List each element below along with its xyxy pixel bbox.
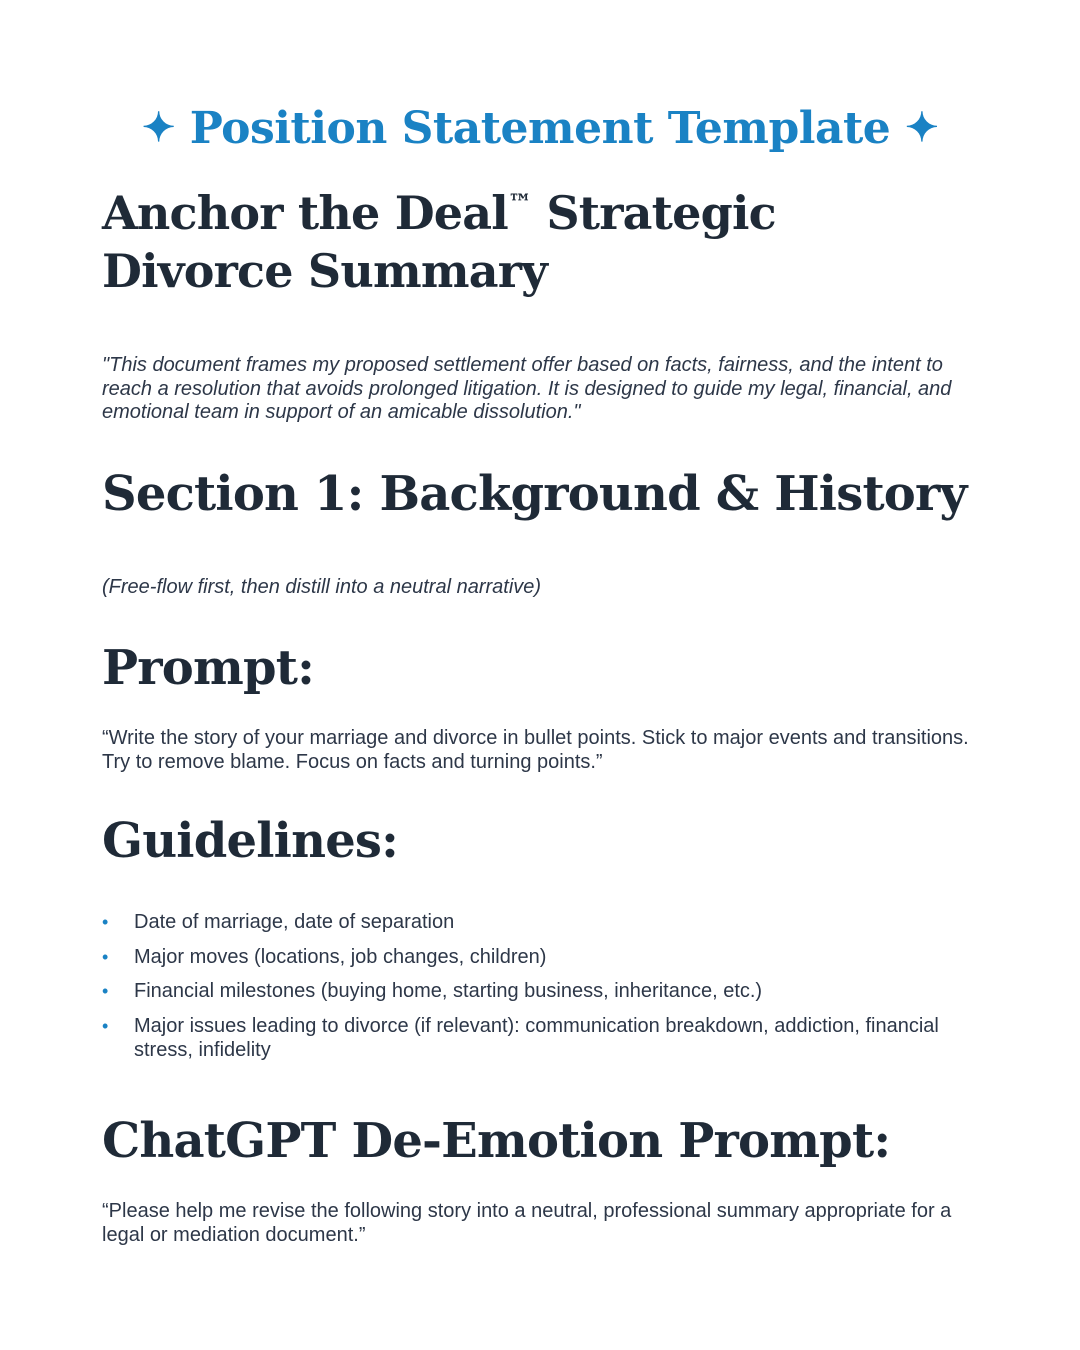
bullet-icon: • bbox=[102, 946, 109, 967]
bullet-icon: • bbox=[102, 981, 109, 1001]
list-item bbox=[102, 1014, 978, 1062]
chatgpt-heading: ChatGPT De-Emotion Prompt: bbox=[102, 1113, 891, 1169]
bullet-icon: • bbox=[102, 1015, 109, 1036]
prompt-text: “Write the story of your marriage and divorce in bullet points. Stick to major events and transitions. Try to remove blame. Focus on facts and turning points.” bbox=[102, 727, 969, 773]
eyebrow-label: Position Statement Template bbox=[189, 103, 891, 154]
list-item-text: Date of marriage, date of separation bbox=[134, 911, 455, 933]
guidelines-list bbox=[102, 910, 978, 1072]
intro-quote: "This document frames my proposed settlement offer based on facts, fairness, and the intent to reach a resolution that avoids prolonged litigation. It is designed to guide my legal, financial, and emotional team in support of an amicable dissolution." bbox=[102, 354, 952, 423]
sparkle-icon: ✦ bbox=[905, 104, 939, 151]
chatgpt-prompt-text: “Please help me revise the following story into a neutral, professional summary appropriate for a legal or mediation document.” bbox=[102, 1200, 952, 1246]
guidelines-heading: Guidelines: bbox=[102, 813, 399, 869]
list-item-text: Major moves (locations, job changes, children) bbox=[134, 945, 547, 968]
title-part1: Anchor the Deal bbox=[102, 186, 508, 240]
page-title bbox=[102, 184, 978, 300]
list-item-text: Financial milestones (buying home, starting business, inheritance, etc.) bbox=[134, 980, 763, 1002]
section1-heading: Section 1: Background & History bbox=[102, 466, 967, 522]
trademark-mark: ™ bbox=[507, 188, 532, 217]
template-eyebrow bbox=[0, 100, 1080, 157]
list-item bbox=[102, 910, 978, 934]
section1-subtitle: (Free-flow first, then distill into a neutral narrative) bbox=[102, 576, 542, 598]
list-item bbox=[102, 945, 978, 969]
list-item bbox=[102, 979, 978, 1003]
bullet-icon: • bbox=[102, 912, 109, 932]
sparkle-icon: ✦ bbox=[141, 104, 175, 151]
title-part2: Strategic Divorce Summary bbox=[102, 186, 776, 298]
list-item-text: Major issues leading to divorce (if relevant): communication breakdown, addiction, financial stress, infidelity bbox=[134, 1014, 939, 1061]
prompt-heading: Prompt: bbox=[102, 640, 315, 696]
